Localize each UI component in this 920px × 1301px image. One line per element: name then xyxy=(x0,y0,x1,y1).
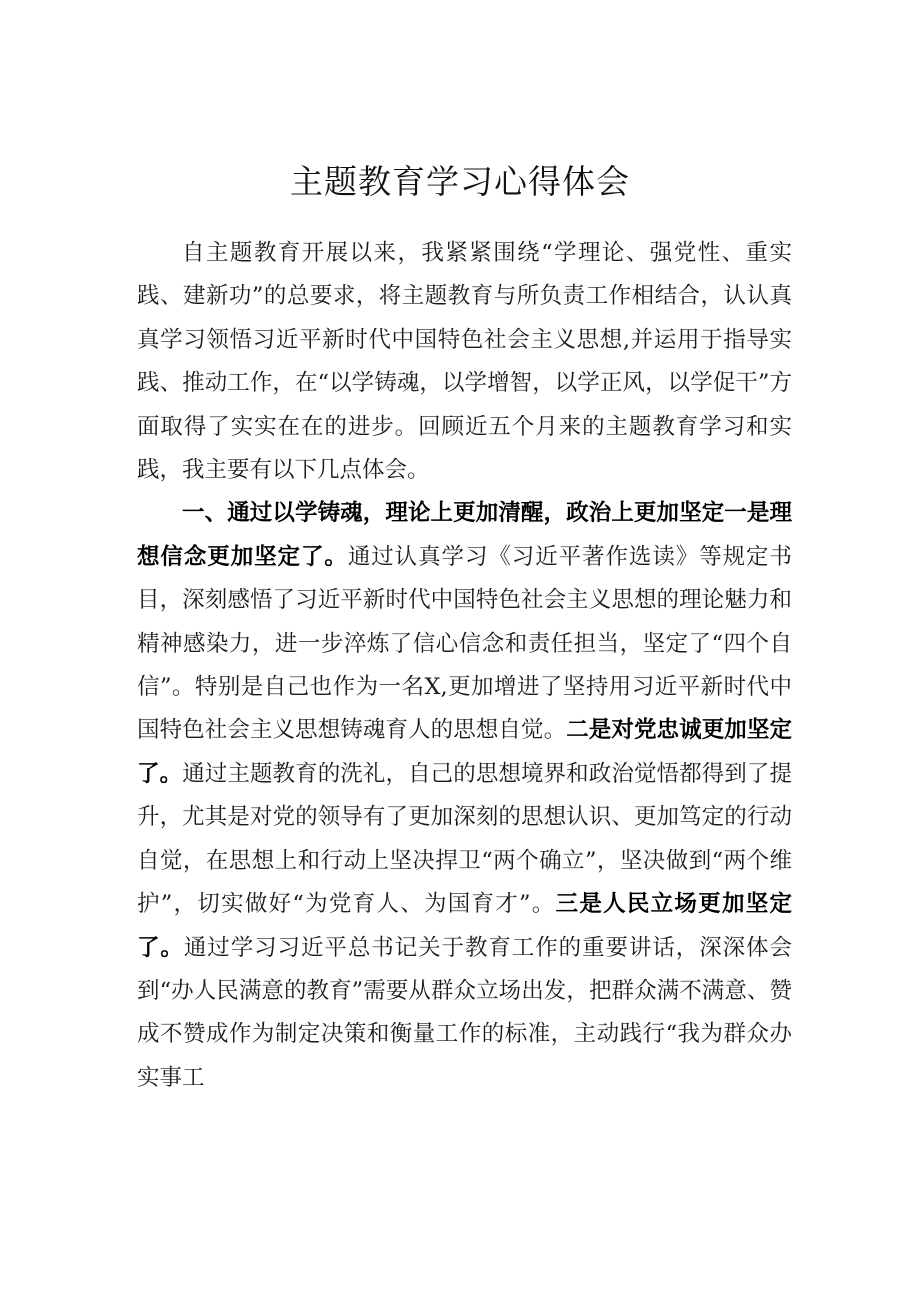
section-1-point-2-heading: 二是对党忠诚更加坚定了。 xyxy=(137,717,792,787)
section-1-heading: 一、通过以学铸魂，理论上更加清醒，政治上更加坚定一是理想信念更加坚定了。 xyxy=(137,500,792,570)
section-1-point-2-text: 通过主题教育的洗礼，自己的思想境界和政治觉悟都得到了提升，尤其是对党的领导有了更加深刻的思想认识、更加笃定的行动自觉，在思想上和行动上坚决捍卫“两个确立”，坚决做到“两个维护”，切实做好“为党育人、为国育才”。 xyxy=(137,760,792,918)
document-title: 主题教育学习心得体会 xyxy=(290,162,630,201)
intro-paragraph: 自主题教育开展以来，我紧紧围绕“学理论、强党性、重实践、建新功”的总要求，将主题教育与所负责工作相结合，认认真真学习领悟习近平新时代中国特色社会主义思想,并运用于指导实践、推动工作，在“以学铸魂，以学增智，以学正风，以学促干”方面取得了实实在在的进步。回顾近五个月来的主题教育学习和实践，我主要有以下几点体会。 xyxy=(137,240,792,484)
section-1-point-3-heading: 三是人民立场更加坚定了。 xyxy=(137,891,792,961)
section-1-paragraph xyxy=(137,492,792,1100)
section-1-point-3-text: 通过学习习近平总书记关于教育工作的重要讲话，深深体会到“办人民满意的教育”需要从群众立场出发，把群众满不满意、赞成不赞成作为制定决策和衡量工作的标准，主动践行“我为群众办实事工 xyxy=(137,934,792,1091)
section-1-point-1-text: 通过认真学习《习近平著作选读》等规定书目，深刻感悟了习近平新时代中国特色社会主义思想的理论魅力和精神感染力，进一步淬炼了信心信念和责任担当，坚定了“四个自信”。特别是自己也作为一名X,更加增进了坚持用习近平新时代中国特色社会主义思想铸魂育人的思想自觉。 xyxy=(137,543,792,744)
document-body xyxy=(137,232,792,1100)
